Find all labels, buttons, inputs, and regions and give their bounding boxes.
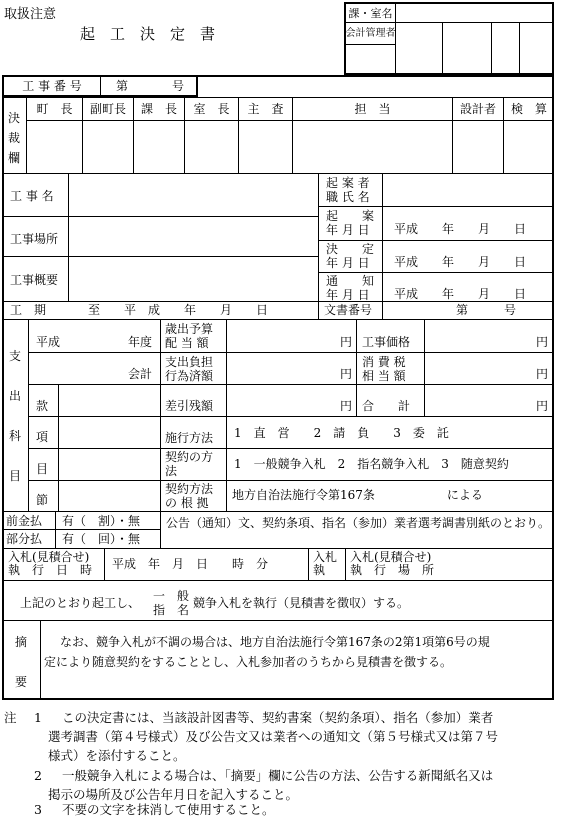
consumption-tax-yen: 円 [536, 367, 549, 381]
remarks-line-2: 定により随意契約をすることとし、入札参加者のうちから見積書を徴する。 [44, 655, 453, 669]
bidding-witness-label: 入札 執 [313, 550, 338, 577]
item-moku: 目 [36, 462, 49, 476]
fiscal-year-label: 年度 [128, 335, 153, 349]
item-setsu: 節 [36, 493, 49, 507]
consumption-tax-label: 消 費 税 相 当 額 [362, 355, 406, 383]
bidding-datetime-value: 平成 年 月 日 時 分 [112, 557, 269, 571]
approval-header-in-charge: 担 当 [354, 102, 391, 116]
budget-allocation-label: 歳出予算 配 当 額 [165, 322, 214, 350]
statement-suffix: 競争入札を執行（見積書を徴収）する。 [193, 596, 410, 610]
advance-payment-value: 有（ 割）・無 [62, 514, 141, 528]
note-1-number: 1 [34, 710, 42, 725]
draft-date-value: 平成 年 月 日 [394, 222, 527, 236]
handling-notice: 取扱注意 [4, 7, 57, 22]
bidding-place-label: 入札(見積合せ) 執 行 場 所 [350, 550, 435, 577]
contract-method-label: 契約の方 法 [165, 450, 214, 478]
execution-method-label: 施行方法 [165, 431, 214, 445]
approval-header-inspector: 主 査 [247, 102, 284, 116]
work-summary-label: 工事概要 [10, 273, 59, 287]
work-period-value: 至 平 成 年 月 日 [88, 303, 269, 317]
remarks-label-1: 摘 [15, 635, 28, 649]
work-number-go: 号 [172, 79, 185, 93]
account-label: 会計 [128, 367, 153, 381]
remaining-balance-yen: 円 [340, 399, 353, 413]
remaining-balance-label: 差引残額 [165, 399, 214, 413]
decision-date-label: 決 定 年 月 日 [326, 242, 375, 270]
note-2-line-2: 掲示の場所及び公告年月日を記入すること。 [48, 787, 299, 802]
statement-prefix: 上記のとおり起工し、 [20, 596, 141, 610]
expenditure-label-3: 科 [9, 429, 22, 443]
committed-amount-yen: 円 [340, 367, 353, 381]
document-number-label: 文書番号 [324, 303, 373, 317]
statement-general: 一 般 [153, 589, 190, 603]
bidding-datetime-label: 入札(見積合せ) 執 行 日 時 [8, 550, 93, 577]
approval-header-checker: 検 算 [510, 102, 547, 116]
department-label: 課・室名 [348, 6, 393, 20]
fiscal-era: 平成 [36, 335, 61, 349]
work-number-label: 工 事 番 号 [22, 79, 82, 93]
work-name-label: 工 事 名 [10, 189, 54, 203]
work-location-label: 工事場所 [10, 232, 59, 246]
note-3-line-1: 不要の文字を抹消して使用すること。 [62, 802, 275, 817]
contract-method-value: 1 一般競争入札 2 指名競争入札 3 随意契約 [234, 457, 509, 471]
approval-label: 決裁欄 [8, 111, 21, 165]
approval-header-section-chief: 課 長 [140, 102, 177, 116]
note-3-number: 3 [34, 802, 42, 817]
note-1-line-3: 様式）を添付すること。 [48, 748, 186, 763]
approval-header-designer: 設計者 [459, 102, 496, 116]
work-period-label: 工 期 [10, 303, 47, 317]
expenditure-label-4: 目 [9, 469, 22, 483]
expenditure-label-2: 出 [9, 389, 22, 403]
partial-payment-value: 有（ 回）・無 [62, 532, 141, 546]
remarks-label-2: 要 [15, 675, 28, 689]
contract-basis-value: 地方自治法施行令第167条 による [232, 488, 483, 502]
drafter-label: 起 案 者 職 氏 名 [326, 176, 370, 204]
approval-header-mayor: 町 長 [36, 102, 73, 116]
budget-allocation-yen: 円 [340, 335, 353, 349]
work-price-yen: 円 [536, 335, 549, 349]
decision-date-value: 平成 年 月 日 [394, 255, 527, 269]
document-title: 起 工 決 定 書 [80, 25, 216, 43]
note-1-line-1: この決定書には、当該設計図書等、契約書案（契約条項）、指名（参加）業者 [62, 710, 494, 725]
partial-payment-label: 部分払 [6, 532, 43, 546]
document-number-value: 第 号 [456, 303, 517, 317]
draft-date-label: 起 案 年 月 日 [326, 209, 375, 237]
attachment-note: 公告（通知）文、契約条項、指名（参加）業者選考調書別紙のとおり。 [166, 516, 551, 530]
approval-header-deputy-mayor: 副町長 [89, 102, 126, 116]
work-number-dai: 第 [116, 79, 129, 93]
treasurer-label: 会計管理者 [345, 27, 396, 39]
total-yen: 円 [536, 399, 549, 413]
item-kan: 款 [36, 399, 49, 413]
advance-payment-label: 前金払 [6, 514, 43, 528]
approval-header-office-chief: 室 長 [193, 102, 230, 116]
committed-amount-label: 支出負担 行為済額 [165, 355, 214, 383]
expenditure-label-1: 支 [9, 349, 22, 363]
notice-date-value: 平成 年 月 日 [394, 287, 527, 301]
note-2-number: 2 [34, 768, 42, 783]
execution-method-value: 1 直 営 2 請 負 3 委 託 [234, 426, 449, 440]
work-price-label: 工事価格 [362, 335, 411, 349]
total-label: 合 計 [362, 399, 411, 413]
contract-basis-label: 契約方法 の 根 拠 [165, 482, 214, 510]
statement-designated: 指 名 [153, 603, 190, 617]
notes-marker: 注 [4, 710, 17, 725]
remarks-line-1: なお、競争入札が不調の場合は、地方自治法施行令第167条の2第1項第6号の規 [60, 635, 490, 649]
item-kou: 項 [36, 430, 49, 444]
note-1-line-2: 選考調書（第４号様式）及び公告文又は業者への通知文（第５号様式又は第７号 [48, 729, 499, 744]
note-2-line-1: 一般競争入札による場合は、「摘要」欄に公告の方法、公告する新聞紙名又は [62, 768, 494, 783]
notice-date-label: 通 知 年 月 日 [326, 274, 375, 302]
